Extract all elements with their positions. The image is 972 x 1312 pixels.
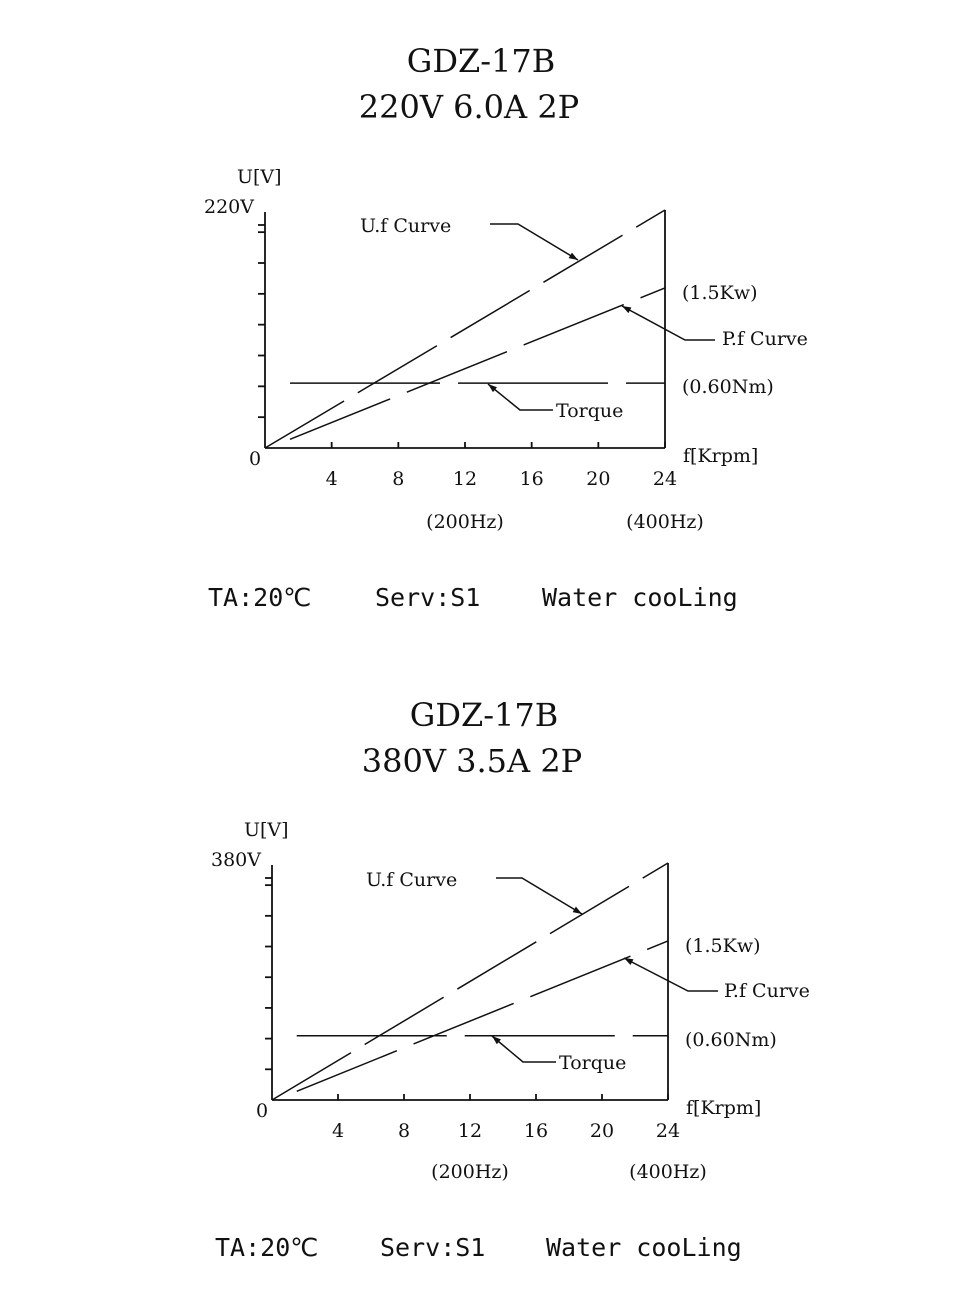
x-axis-label: f[Krpm] [686,1097,762,1119]
frequency-label: (200Hz) [426,511,504,533]
leader-line [488,384,553,410]
leader-arrowhead [622,306,631,313]
x-tick-label: 20 [586,468,611,490]
y-axis-label: U[V] [244,819,289,841]
leader-arrowhead [569,253,578,260]
x-tick-label: 8 [392,468,405,490]
y-max-label: 220V [204,196,254,218]
chart-title: GDZ-17B [406,42,556,80]
footer-condition: TA:20℃ [215,1233,319,1262]
leader-line [490,224,578,260]
y-axis-label: U[V] [237,166,282,188]
footer-condition: Serv:S1 [380,1233,486,1262]
x-axis-label: f[Krpm] [683,445,759,467]
origin-label: 0 [256,1100,269,1122]
chart-panel-2 [211,696,810,1262]
power-end-label: (1.5Kw) [685,935,761,957]
frequency-label: (400Hz) [629,1161,707,1183]
x-tick-label: 24 [655,1120,681,1142]
origin-label: 0 [249,448,262,470]
series-label: U.f Curve [360,215,452,237]
x-tick-label: 4 [331,1120,345,1142]
footer-condition: Water cooLing [546,1233,742,1262]
series-label: Torque [556,400,624,422]
footer-condition: Serv:S1 [375,583,481,612]
chart-subtitle: 220V 6.0A 2P [358,88,580,126]
leader-arrowhead [624,958,633,965]
leader-arrowhead [573,907,582,914]
power-end-label: (1.5Kw) [682,282,758,304]
torque-end-label: (0.60Nm) [685,1029,777,1051]
x-tick-label: 12 [457,1120,483,1142]
x-tick-label: 16 [523,1120,549,1142]
series-label: U.f Curve [366,869,458,891]
x-tick-label: 8 [397,1120,411,1142]
leader-line [496,878,582,914]
frequency-label: (400Hz) [626,511,704,533]
x-tick-label: 12 [452,468,478,490]
footer-condition: TA:20℃ [208,583,312,612]
chart-subtitle: 380V 3.5A 2P [361,742,583,780]
chart-panel-1 [204,42,808,612]
x-tick-label: 16 [519,468,544,490]
x-tick-label: 20 [589,1120,615,1142]
series-label: P.f Curve [724,980,810,1002]
leader-line [492,1036,556,1062]
torque-end-label: (0.60Nm) [682,376,774,398]
chart-title: GDZ-17B [409,696,559,734]
series-label: P.f Curve [722,328,808,350]
x-tick-label: 4 [325,468,338,490]
leader-line [624,958,718,991]
x-tick-label: 24 [652,468,678,490]
leader-line [622,306,715,340]
frequency-label: (200Hz) [431,1161,509,1183]
y-max-label: 380V [211,849,261,871]
footer-condition: Water cooLing [542,583,738,612]
series-label: Torque [559,1052,627,1074]
